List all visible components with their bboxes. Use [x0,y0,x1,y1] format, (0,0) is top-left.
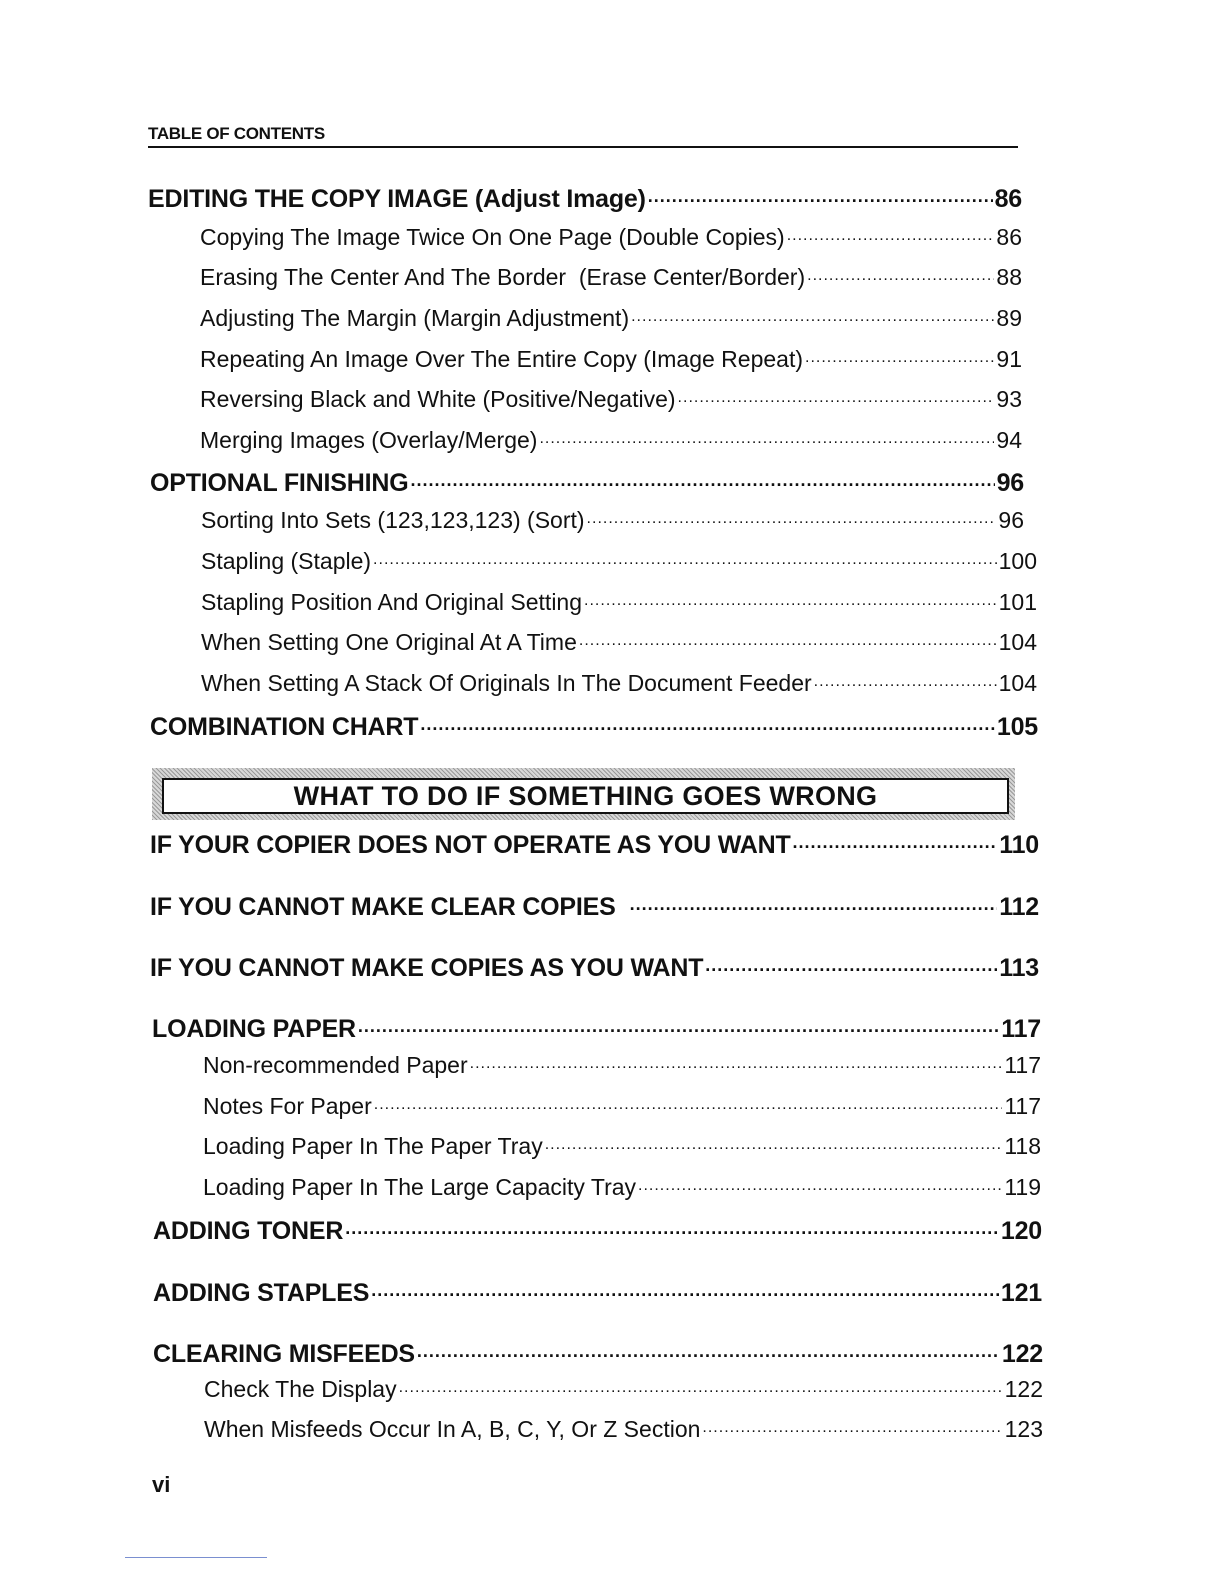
toc-subentry-title: Stapling Position And Original Setting [201,589,583,615]
toc-entry-title: ADDING TONER [153,1217,344,1245]
dot-leader [638,1172,1002,1195]
toc-entry-page: 105 [996,713,1038,741]
toc-subentry-title: Reversing Black and White (Positive/Negative) [200,386,676,412]
toc-subentry-page: 93 [996,386,1022,412]
dot-leader [399,1374,1003,1397]
toc-entry-page: 121 [1000,1279,1042,1307]
toc-entry-adding-staples[interactable] [153,1276,1042,1308]
toc-entry-title: ADDING STAPLES [153,1279,370,1307]
toc-subentry-overlay-merge[interactable] [200,425,1022,454]
toc-entry-page: 113 [999,954,1039,982]
toc-subentry-page: 100 [998,548,1037,574]
toc-subentry-page: 118 [1004,1133,1041,1159]
toc-subentry-page: 123 [1004,1416,1043,1442]
toc-subentry-page: 122 [1004,1376,1043,1402]
toc-entry-title: IF YOUR COPIER DOES NOT OPERATE AS YOU WANT [150,831,791,859]
toc-subentry-title: Copying The Image Twice On One Page (Double Copies) [200,224,785,250]
toc-entry-optional-finishing[interactable] [150,466,1024,498]
toc-subentry-title: Loading Paper In The Paper Tray [203,1133,543,1159]
toc-entry-editing-copy-image[interactable] [148,182,1022,214]
dot-leader [630,890,998,915]
dot-leader [374,1091,1003,1114]
dot-leader [345,1214,999,1239]
toc-entry-page: 86 [994,185,1022,213]
toc-subentry-title: When Misfeeds Occur In A, B, C, Y, Or Z Section [204,1416,701,1442]
dot-leader [410,466,994,491]
toc-entry-combination-chart[interactable] [150,710,1038,742]
toc-entry-page: 120 [1000,1217,1042,1245]
dot-leader [631,303,994,326]
toc-subentry-check-display[interactable] [204,1374,1043,1403]
dot-leader [579,627,997,650]
running-header: TABLE OF CONTENTS [148,124,1018,148]
toc-entry-adding-toner[interactable] [153,1214,1042,1246]
toc-subentry-loading-paper-tray[interactable] [203,1131,1041,1160]
toc-subentry-title: Notes For Paper [203,1093,372,1119]
toc-entry-title: LOADING PAPER [152,1015,356,1043]
toc-subentry-title: Merging Images (Overlay/Merge) [200,427,538,453]
toc-subentry-non-recommended-paper[interactable] [203,1050,1041,1079]
toc-subentry-page: 101 [998,589,1037,615]
toc-subentry-page: 91 [996,346,1022,372]
dot-leader [787,222,995,245]
dot-leader [678,384,995,407]
toc-entry-title: IF YOU CANNOT MAKE CLEAR COPIES [150,893,616,921]
dot-leader [648,182,993,207]
dot-leader [805,344,994,367]
toc-subentry-page: 119 [1004,1174,1041,1200]
toc-subentry-title: Sorting Into Sets (123,123,123) (Sort) [201,507,585,533]
toc-entry-page: 112 [999,893,1039,921]
toc-subentry-page: 96 [998,507,1024,533]
toc-subentry-image-repeat[interactable] [200,344,1022,373]
toc-entry-title: OPTIONAL FINISHING [150,469,409,497]
toc-subentry-misfeeds-sections[interactable] [204,1414,1043,1443]
toc-subentry-page: 94 [996,427,1022,453]
toc-subentry-page: 86 [996,224,1022,250]
toc-subentry-stapling-position[interactable] [201,587,1037,616]
toc-subentry-page: 117 [1004,1093,1041,1119]
dot-leader [420,710,995,735]
dot-leader [417,1337,1000,1362]
toc-entry-title: CLEARING MISFEEDS [153,1340,415,1368]
toc-subentry-staple[interactable] [201,546,1037,575]
toc-subentry-sort[interactable] [201,505,1024,534]
dot-leader [587,505,997,528]
toc-entry-copier-not-operate[interactable] [150,828,1039,860]
toc-subentry-title: When Setting One Original At A Time [201,629,577,655]
toc-entry-page: 110 [999,831,1039,859]
dot-leader [358,1012,999,1037]
chapter-banner [152,768,1015,820]
toc-entry-cannot-copies-as-want[interactable] [150,951,1039,983]
toc-subentry-margin-adjustment[interactable] [200,303,1022,332]
toc-subentry-title: Adjusting The Margin (Margin Adjustment) [200,305,630,331]
chapter-banner-title: WHAT TO DO IF SOMETHING GOES WRONG [162,778,1009,814]
dot-leader [705,951,997,976]
toc-entry-loading-paper[interactable] [152,1012,1041,1044]
dot-leader [814,668,997,691]
dot-leader [373,546,997,569]
dot-leader [545,1131,1003,1154]
toc-subentry-page: 104 [998,629,1037,655]
toc-entry-clearing-misfeeds[interactable] [153,1337,1043,1369]
dot-leader [584,587,997,610]
toc-subentry-notes-for-paper[interactable] [203,1091,1041,1120]
dot-leader [807,262,994,285]
toc-subentry-title: Check The Display [204,1376,397,1402]
toc-entry-title: COMBINATION CHART [150,713,419,741]
toc-subentry-title: Non-recommended Paper [203,1052,468,1078]
toc-entry-page: 96 [996,469,1024,497]
toc-subentry-erase-center-border[interactable] [200,262,1022,291]
toc-subentry-large-capacity-tray[interactable] [203,1172,1041,1201]
toc-subentry-positive-negative[interactable] [200,384,1022,413]
toc-entry-cannot-clear-copies[interactable] [150,890,1039,922]
toc-subentry-page: 104 [998,670,1037,696]
toc-subentry-page: 117 [1004,1052,1041,1078]
dot-leader [470,1050,1003,1073]
toc-subentry-title: Repeating An Image Over The Entire Copy (Image Repeat) [200,346,804,372]
toc-subentry-title: Loading Paper In The Large Capacity Tray [203,1174,637,1200]
page-number: vi [152,1472,171,1497]
footer-rule [125,1557,267,1558]
toc-entry-title: IF YOU CANNOT MAKE COPIES AS YOU WANT [150,954,704,982]
toc-subentry-double-copies[interactable] [200,222,1022,251]
toc-entry-page: 117 [1001,1015,1041,1043]
toc-subentry-one-original[interactable] [201,627,1037,656]
toc-subentry-title: Stapling (Staple) [201,548,372,574]
toc-entry-title: EDITING THE COPY IMAGE (Adjust Image) [148,185,646,213]
toc-subentry-stack-originals[interactable] [201,668,1037,697]
dot-leader [539,425,994,448]
toc-subentry-title: Erasing The Center And The Border (Erase Center/Border) [200,264,806,290]
dot-leader [702,1414,1002,1437]
toc-subentry-title: When Setting A Stack Of Originals In The Document Feeder [201,670,812,696]
dot-leader [371,1276,999,1301]
dot-leader [793,828,998,853]
toc-subentry-page: 88 [996,264,1022,290]
toc-subentry-page: 89 [996,305,1022,331]
toc-entry-page: 122 [1001,1340,1043,1368]
